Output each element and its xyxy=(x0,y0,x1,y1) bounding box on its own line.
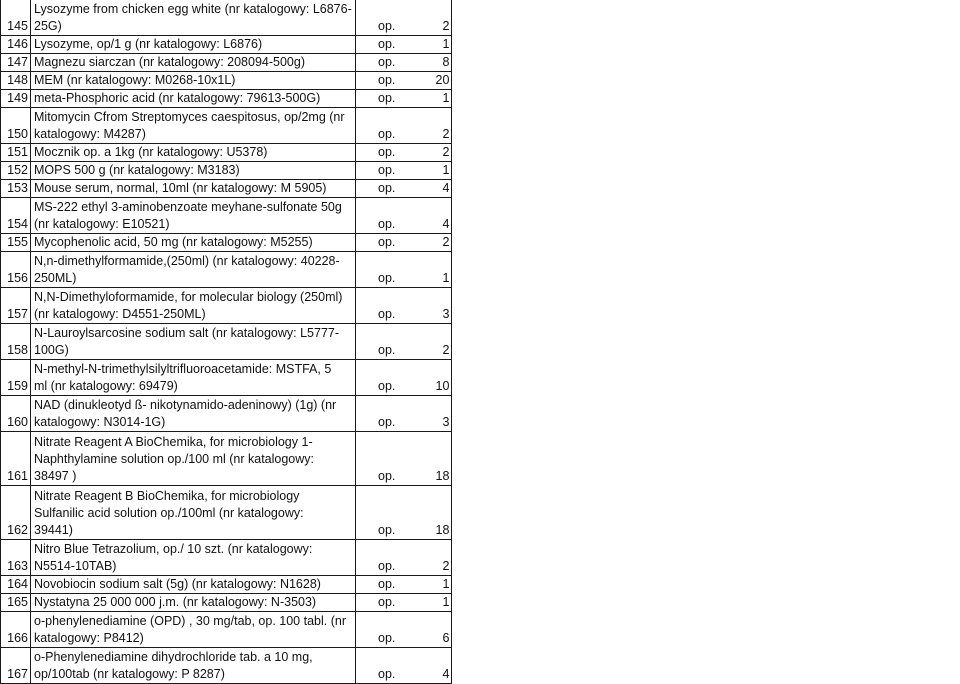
table-row xyxy=(1,324,452,360)
row-number-cell: 163 xyxy=(1,540,31,576)
product-table-body xyxy=(1,0,452,684)
table-row xyxy=(1,576,452,594)
row-number-cell: 160 xyxy=(1,396,31,432)
unit-cell: op. xyxy=(356,0,436,36)
product-name-cell: o-Phenylenediamine dihydrochloride tab. a 10 mg, op/100tab (nr katalogowy: P 8287) xyxy=(31,648,356,684)
row-number-cell: 158 xyxy=(1,324,31,360)
product-name-cell: Magnezu siarczan (nr katalogowy: 208094-500g) xyxy=(31,54,356,72)
unit-cell: op. xyxy=(356,144,436,162)
quantity-cell: 1 xyxy=(436,576,452,594)
row-number-cell: 167 xyxy=(1,648,31,684)
table-row xyxy=(1,36,452,54)
unit-cell: op. xyxy=(356,594,436,612)
product-name-cell: MEM (nr katalogowy: M0268-10x1L) xyxy=(31,72,356,90)
quantity-cell: 4 xyxy=(436,648,452,684)
product-name-cell: NAD (dinukleotyd ß- nikotynamido-adeninowy) (1g) (nr katalogowy: N3014-1G) xyxy=(31,396,356,432)
table-row xyxy=(1,198,452,234)
unit-cell: op. xyxy=(356,108,436,144)
row-number-cell: 159 xyxy=(1,360,31,396)
quantity-cell: 8 xyxy=(436,54,452,72)
quantity-cell: 1 xyxy=(436,90,452,108)
unit-cell: op. xyxy=(356,576,436,594)
table-row xyxy=(1,648,452,684)
unit-cell: op. xyxy=(356,432,436,486)
table-row xyxy=(1,396,452,432)
quantity-cell: 18 xyxy=(436,486,452,540)
quantity-cell: 18 xyxy=(436,432,452,486)
row-number-cell: 165 xyxy=(1,594,31,612)
table-row xyxy=(1,540,452,576)
unit-cell: op. xyxy=(356,324,436,360)
table-row xyxy=(1,72,452,90)
row-number-cell: 156 xyxy=(1,252,31,288)
product-name-cell: Nitrate Reagent A BioChemika, for microbiology 1- Naphthylamine solution op./100 ml (nr katalogowy: 38497 ) xyxy=(31,432,356,486)
row-number-cell: 148 xyxy=(1,72,31,90)
table-row xyxy=(1,90,452,108)
table-row xyxy=(1,234,452,252)
quantity-cell: 2 xyxy=(436,540,452,576)
row-number-cell: 152 xyxy=(1,162,31,180)
quantity-cell: 4 xyxy=(436,180,452,198)
product-name-cell: N,n-dimethylformamide,(250ml) (nr katalogowy: 40228- 250ML) xyxy=(31,252,356,288)
row-number-cell: 146 xyxy=(1,36,31,54)
row-number-cell: 157 xyxy=(1,288,31,324)
quantity-cell: 2 xyxy=(436,324,452,360)
table-row xyxy=(1,432,452,486)
row-number-cell: 155 xyxy=(1,234,31,252)
unit-cell: op. xyxy=(356,612,436,648)
table-row xyxy=(1,108,452,144)
product-name-cell: Mitomycin Cfrom Streptomyces caespitosus, op/2mg (nr katalogowy: M4287) xyxy=(31,108,356,144)
quantity-cell: 1 xyxy=(436,252,452,288)
product-name-cell: meta-Phosphoric acid (nr katalogowy: 79613-500G) xyxy=(31,90,356,108)
unit-cell: op. xyxy=(356,252,436,288)
unit-cell: op. xyxy=(356,540,436,576)
row-number-cell: 150 xyxy=(1,108,31,144)
quantity-cell: 1 xyxy=(436,36,452,54)
table-row xyxy=(1,180,452,198)
quantity-cell: 1 xyxy=(436,594,452,612)
unit-cell: op. xyxy=(356,648,436,684)
quantity-cell: 20 xyxy=(436,72,452,90)
table-row xyxy=(1,54,452,72)
quantity-cell: 6 xyxy=(436,612,452,648)
unit-cell: op. xyxy=(356,180,436,198)
row-number-cell: 166 xyxy=(1,612,31,648)
unit-cell: op. xyxy=(356,486,436,540)
row-number-cell: 154 xyxy=(1,198,31,234)
table-row xyxy=(1,594,452,612)
product-name-cell: Novobiocin sodium salt (5g) (nr katalogowy: N1628) xyxy=(31,576,356,594)
product-name-cell: N-methyl-N-trimethylsilyltrifluoroacetamide: MSTFA, 5 ml (nr katalogowy: 69479) xyxy=(31,360,356,396)
product-table xyxy=(0,0,452,684)
unit-cell: op. xyxy=(356,288,436,324)
unit-cell: op. xyxy=(356,234,436,252)
unit-cell: op. xyxy=(356,396,436,432)
table-row xyxy=(1,288,452,324)
unit-cell: op. xyxy=(356,198,436,234)
product-name-cell: Lysozyme from chicken egg white (nr katalogowy: L6876- 25G) xyxy=(31,0,356,36)
product-name-cell: Nystatyna 25 000 000 j.m. (nr katalogowy: N-3503) xyxy=(31,594,356,612)
row-number-cell: 151 xyxy=(1,144,31,162)
quantity-cell: 3 xyxy=(436,288,452,324)
quantity-cell: 3 xyxy=(436,396,452,432)
row-number-cell: 149 xyxy=(1,90,31,108)
product-name-cell: MS-222 ethyl 3-aminobenzoate meyhane-sulfonate 50g (nr katalogowy: E10521) xyxy=(31,198,356,234)
unit-cell: op. xyxy=(356,162,436,180)
quantity-cell: 2 xyxy=(436,234,452,252)
table-row xyxy=(1,486,452,540)
product-name-cell: Nitrate Reagent B BioChemika, for microbiology Sulfanilic acid solution op./100ml (nr katalogowy: 39441) xyxy=(31,486,356,540)
table-row xyxy=(1,612,452,648)
quantity-cell: 2 xyxy=(436,144,452,162)
product-name-cell: Mocznik op. a 1kg (nr katalogowy: U5378) xyxy=(31,144,356,162)
quantity-cell: 4 xyxy=(436,198,452,234)
table-row xyxy=(1,162,452,180)
quantity-cell: 10 xyxy=(436,360,452,396)
table-row xyxy=(1,0,452,36)
product-name-cell: Lysozyme, op/1 g (nr katalogowy: L6876) xyxy=(31,36,356,54)
table-row xyxy=(1,360,452,396)
quantity-cell: 2 xyxy=(436,108,452,144)
row-number-cell: 162 xyxy=(1,486,31,540)
product-name-cell: Mouse serum, normal, 10ml (nr katalogowy: M 5905) xyxy=(31,180,356,198)
row-number-cell: 153 xyxy=(1,180,31,198)
quantity-cell: 2 xyxy=(436,0,452,36)
table-row xyxy=(1,144,452,162)
unit-cell: op. xyxy=(356,360,436,396)
product-name-cell: MOPS 500 g (nr katalogowy: M3183) xyxy=(31,162,356,180)
row-number-cell: 147 xyxy=(1,54,31,72)
product-name-cell: N-Lauroylsarcosine sodium salt (nr katalogowy: L5777- 100G) xyxy=(31,324,356,360)
quantity-cell: 1 xyxy=(436,162,452,180)
product-name-cell: o-phenylenediamine (OPD) , 30 mg/tab, op. 100 tabl. (nr katalogowy: P8412) xyxy=(31,612,356,648)
product-name-cell: N,N-Dimethyloformamide, for molecular biology (250ml) (nr katalogowy: D4551-250ML) xyxy=(31,288,356,324)
unit-cell: op. xyxy=(356,72,436,90)
row-number-cell: 145 xyxy=(1,0,31,36)
unit-cell: op. xyxy=(356,90,436,108)
row-number-cell: 161 xyxy=(1,432,31,486)
row-number-cell: 164 xyxy=(1,576,31,594)
product-name-cell: Nitro Blue Tetrazolium, op./ 10 szt. (nr katalogowy: N5514-10TAB) xyxy=(31,540,356,576)
unit-cell: op. xyxy=(356,54,436,72)
table-row xyxy=(1,252,452,288)
product-name-cell: Mycophenolic acid, 50 mg (nr katalogowy: M5255) xyxy=(31,234,356,252)
unit-cell: op. xyxy=(356,36,436,54)
